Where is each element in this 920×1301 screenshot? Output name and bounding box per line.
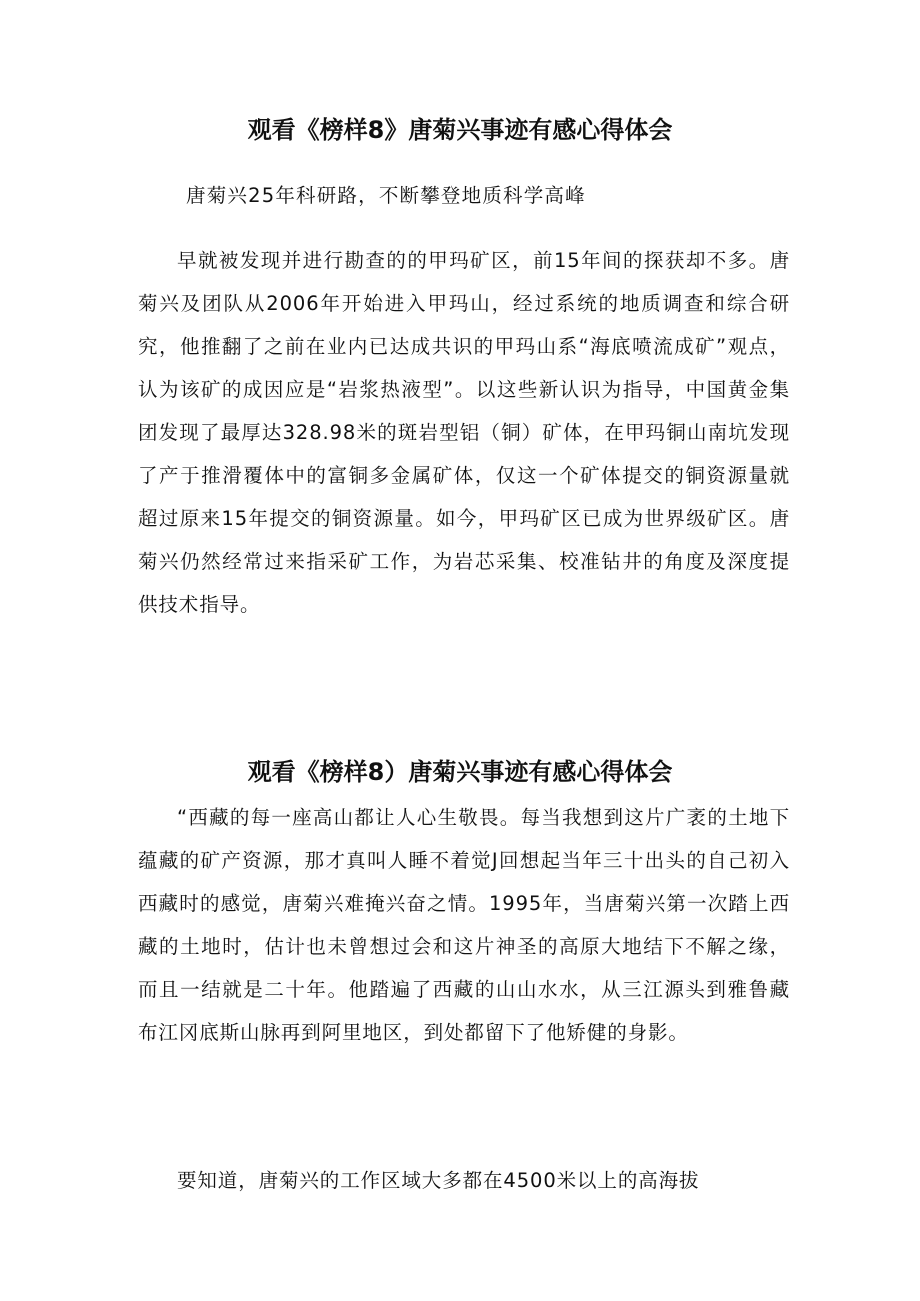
body-paragraph: “西藏的每一座高山都让人心生敬畏。每当我想到这片广袤的土地下蕴藏的矿产资源，那才真叫人睡不着觉J回想起当年三十出头的自己初入西藏时的感觉，唐菊兴难掩兴奋之情。1995年，当唐菊兴第一次踏上西藏的土地时，估计也未曾想过会和这片神圣的高原大地结下不解之缘，而且一结就是二十年。他踏遍了西藏的山山水水，从三江源头到雅鲁藏布江冈底斯山脉再到阿里地区，到处都留下了他矫健的身影。	[138, 806, 790, 1044]
body-paragraph: 要知道，唐菊兴的工作区域大多都在4500米以上的高海拔	[177, 1169, 700, 1192]
section-subtitle: 唐菊兴25年科研路，不断攀登地质科学高峰	[186, 184, 586, 207]
section-title: 观看《榜样8）唐菊兴事迹有感心得体会	[247, 758, 673, 786]
body-paragraph: 早就被发现并进行勘查的的甲玛矿区，前15年间的探获却不多。唐菊兴及团队从2006年开始进入甲玛山，经过系统的地质调查和综合研究，他推翻了之前在业内已达成共识的甲玛山系“海底喷流成矿”观点，认为该矿的成因应是“岩浆热液型”。以这些新认识为指导，中国黄金集团发现了最厚达328.98米的斑岩型铝（铜）矿体，在甲玛铜山南坑发现了产于推滑覆体中的富铜多金属矿体，仅这一个矿体提交的铜资源量就超过原来15年提交的铜资源量。如今，甲玛矿区已成为世界级矿区。唐菊兴仍然经常过来指采矿工作，为岩芯采集、校准钻井的角度及深度提供技术指导。	[138, 249, 790, 616]
document-title: 观看《榜样8》唐菊兴事迹有感心得体会	[247, 116, 673, 144]
